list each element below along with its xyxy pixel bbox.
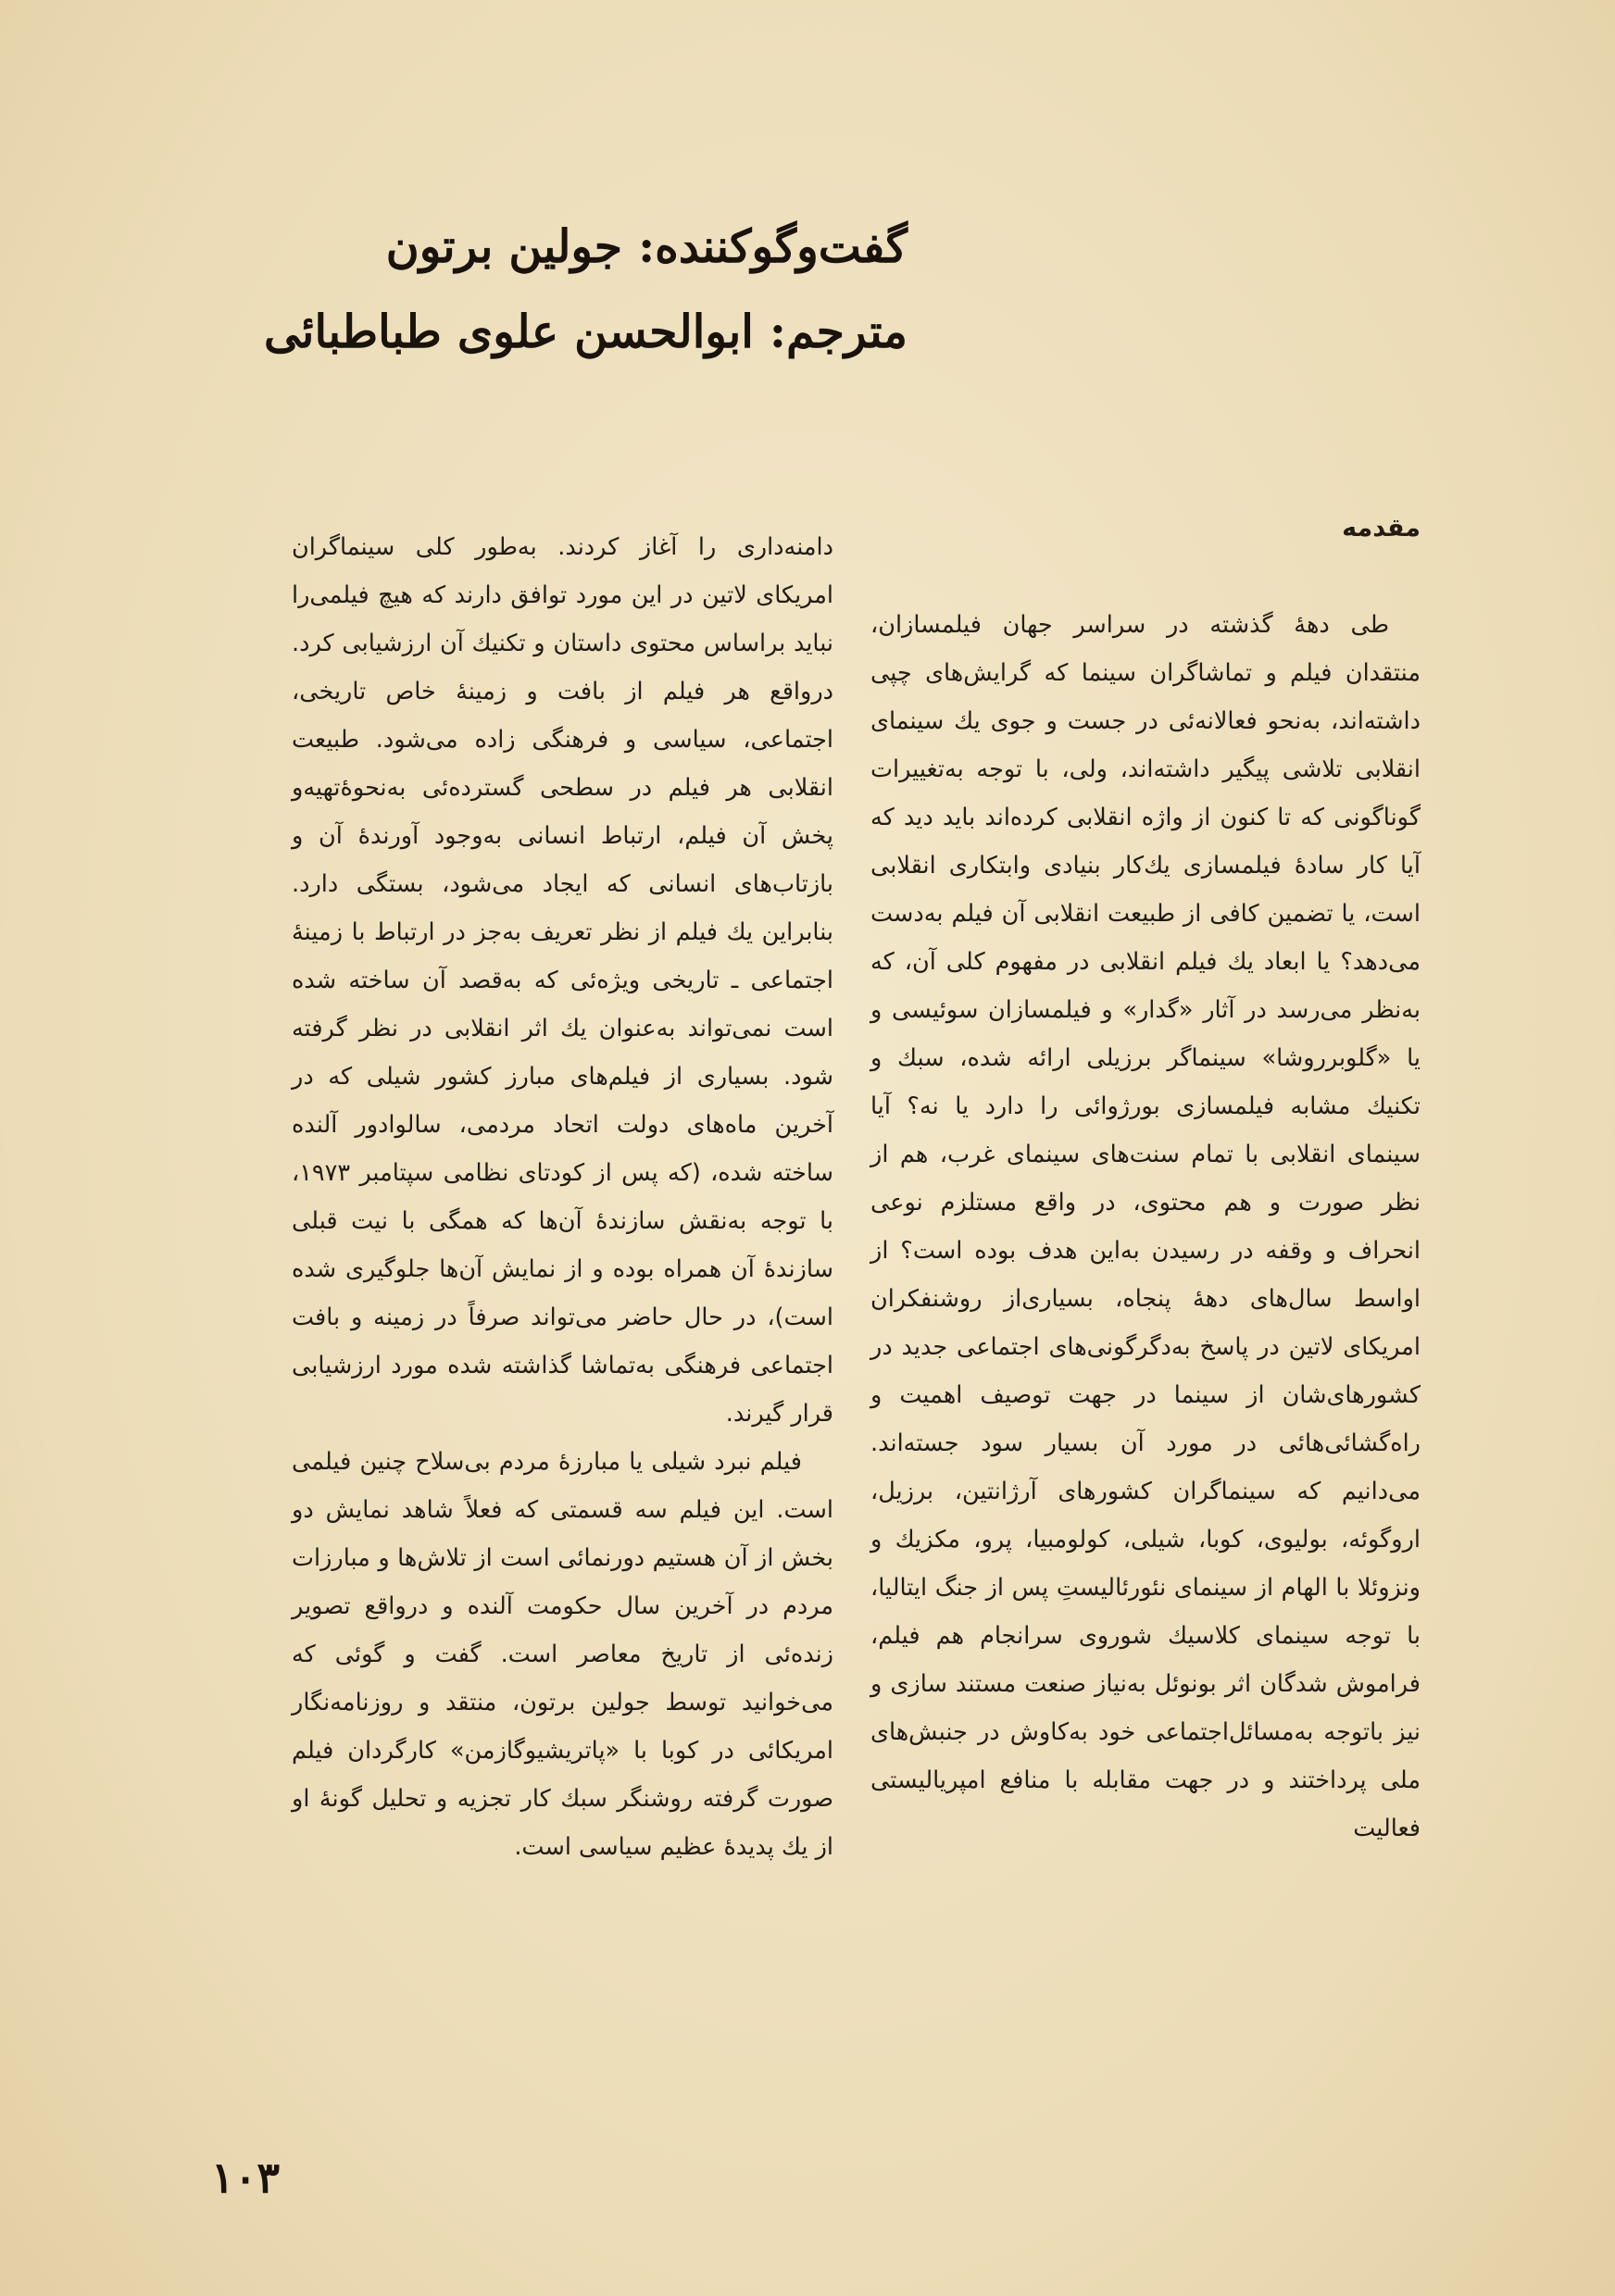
left-text-column (292, 523, 833, 1871)
right-text-column (870, 505, 1421, 1853)
body-paragraph: دامنه‌داری را آغاز کردند. به‌طور کلی سینماگران امریکای لاتین در این مورد توافق دارند که هیچ فیلمی‌را نباید براساس محتوی داستان و تکنیك آن ارزشیابی کرد. درواقع هر فیلم از بافت و زمینهٔ خاص تاریخی، اجتماعی، سیاسی و فرهنگی زاده می‌شود. طبیعت انقلابی هر فیلم در سطحی گسترده‌ئی به‌نحوهٔ‌تهیه‌و پخش آن فیلم، ارتباط انسانی به‌وجود آورندهٔ آن و بازتاب‌های انسانی که ایجاد می‌شود، بستگی دارد. بنابراین یك فیلم از نظر تعریف به‌جز در ارتباط با زمینهٔ اجتماعی ـ تاریخی ویژه‌ئی که به‌قصد آن ساخته شده است نمی‌تواند به‌عنوان یك اثر انقلابی در نظر گرفته شود. بسیاری از فیلم‌های مبارز کشور شیلی که در آخرین ماه‌های دولت اتحاد مردمی، سالوادور آلنده ساخته شده، (که پس از کودتای نظامی سپتامبر ۱۹۷۳، با توجه به‌نقش سازندهٔ آن‌ها که همگی با نیت قبلی سازندهٔ آن همراه بوده و از نمایش آن‌ها جلوگیری شده است)، در حال حاضر می‌تواند صرفاً در زمینه و بافت اجتماعی فرهنگی به‌تماشا گذاشته شده مورد ارزشیابی قرار گیرند. (292, 533, 833, 1428)
page-number: ۱۰۳ (211, 2152, 281, 2202)
interviewer-credit: گفت‌وگوکننده: جولین برتون (385, 219, 908, 273)
section-title: مقدمه (1342, 514, 1421, 543)
translator-credit: مترجم: ابوالحسن علوی طباطبائی (263, 305, 908, 358)
article-header (263, 204, 908, 374)
intro-paragraph: طی دههٔ گذشته در سراسر جهان فیلمسازان، منتقدان فیلم و تماشاگران سینما که گرایش‌های چپی داشته‌اند، به‌نحو فعالانه‌ئی در جست و جوی یك سینمای انقلابی تلاشی پیگیر داشته‌اند، ولی، با توجه به‌تغییرات گوناگونی که تا کنون از واژه انقلابی کرده‌اند باید دید که آیا کار سادهٔ فیلمسازی یك‌کار بنیادی وابتکاری انقلابی است، یا تضمین کافی از طبیعت انقلابی آن فیلم به‌دست می‌دهد؟ یا ابعاد یك فیلم انقلابی در مفهوم کلی آن، که به‌نظر می‌رسد در آثار «گدار» و فیلمسازان سوئیسی و یا «گلوبرروشا» سینماگر برزیلی ارائه شده، سبك و تکنیك مشابه فیلمسازی بورژوائی را دارد یا نه؟ آیا سینمای انقلابی با تمام سنت‌های سینمای غرب، هم از نظر صورت و هم محتوی، در واقع مستلزم نوعی انحراف و وقفه در رسیدن به‌این هدف بوده است؟ از اواسط سال‌های دههٔ پنجاه، بسیاری‌از روشنفکران امریکای لاتین در پاسخ به‌دگرگونی‌های اجتماعی جدید در کشورهای‌شان از سینما در جهت توصیف اهمیت و راه‌گشائی‌هائی در مورد آن بسیار سود جسته‌اند. می‌دانیم که سینماگران کشورهای آرژانتین، برزیل، اروگوئه، بولیوی، کوبا، شیلی، کولومبیا، پرو، مکزیك و ونزوئلا با الهام از سینمای نئورئالیستِ پس از جنگ ایتالیا، با توجه سینمای کلاسیك شوروی سرانجام هم فیلم، فراموش شدگان اثر بونوئل به‌نیاز صنعت مستند سازی و نیز باتوجه به‌مسائل‌اجتماعی خود به‌کاوش در جنبش‌های ملی پرداختند و در جهت مقابله با منافع امپریالیستی فعالیت (870, 611, 1421, 1842)
body-paragraph: فیلم نبرد شیلی یا مبارزهٔ مردم بی‌سلاح چنین فیلمی است. این فیلم سه قسمتی که فعلاً شاهد نمایش دو بخش از آن هستیم دورنمائی است از تلاش‌ها و مبارزات مردم در آخرین سال حکومت آلنده و درواقع تصویر زنده‌ئی از تاریخ معاصر است. گفت و گوئی که می‌خوانید توسط جولین برتون، منتقد و روزنامه‌نگار امریکائی در کوبا با «پاتریشیوگازمن» کارگردان فیلم صورت گرفته روشنگر سبك کار تجزیه و تحلیل گونهٔ او از یك پدیدهٔ عظیم سیاسی است. (292, 1448, 833, 1861)
